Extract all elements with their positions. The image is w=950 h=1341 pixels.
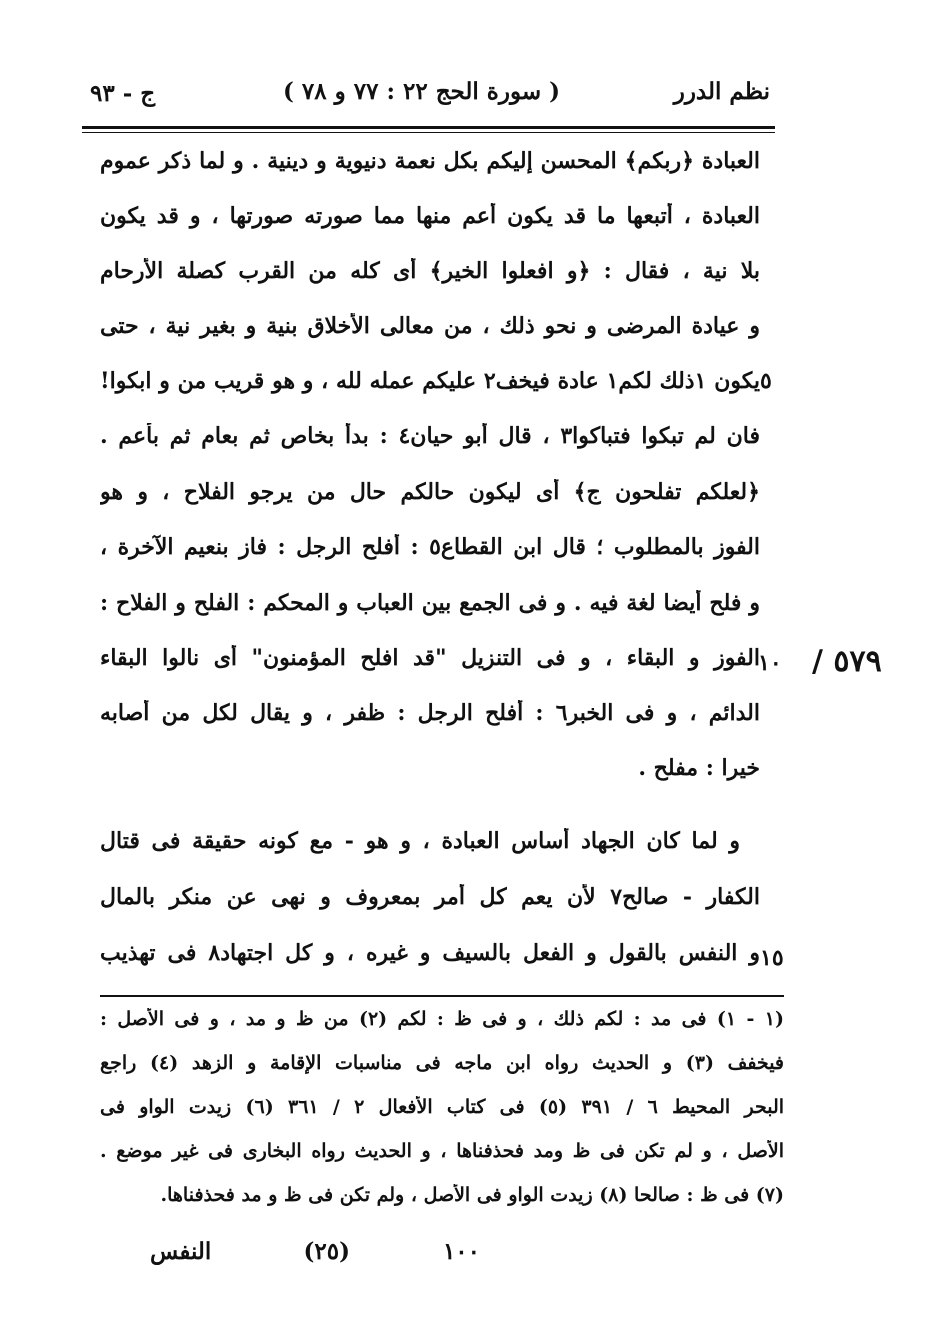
body-line: ﴿لعلكم تفلحون ج﴾ أى ليكون حالكم حال من يرجو الفلاح ، و هو <box>100 479 760 505</box>
body-line: الفوز و البقاء ، و فى التنزيل "قد افلح المؤمنون" أى نالوا البقاء <box>100 645 760 671</box>
body-line: و لما كان الجهاد أساس العبادة ، و هو - مع كونه حقيقة فى قتال <box>100 828 740 854</box>
volume-page: ج - ٩٣ <box>90 80 156 107</box>
body-line: الفوز بالمطلوب ؛ قال ابن القطاع٥ : أفلح الرجل : فاز بنعيم الآخرة ، <box>100 534 760 560</box>
signature-mark: (٢٥) <box>303 1238 350 1265</box>
page-number: ١٠٠ <box>442 1238 480 1265</box>
body-line: يكون ١ذلك لكم١ عادة فيخف٢ عليكم عمله لله ، و هو قريب من و ابكوا! <box>100 368 760 394</box>
header-rule-thick <box>82 126 775 129</box>
book-title: نظم الدرر <box>673 78 770 105</box>
line-number: ١٥ <box>760 945 784 971</box>
line-number: ١٠ <box>758 650 782 676</box>
line-number: ٥ <box>760 368 772 394</box>
body-line: العبادة ، أتبعها ما قد يكون أعم منها مما صورته صورتها ، و قد يكون <box>100 203 760 229</box>
running-header <box>80 78 780 118</box>
body-line: الدائم ، و فى الخبر٦ : أفلح الرجل : ظفر ، و يقال لكل من أصابه <box>100 700 760 726</box>
header-rule-thin <box>82 132 775 133</box>
body-line: بلا نية ، فقال : ﴿و افعلوا الخير﴾ أى كله من القرب كصلة الأرحام <box>100 258 760 284</box>
body-line: خيرا : مفلح . <box>638 755 760 781</box>
footnote-line: (١ - ١) فى مد : لكم ذلك ، و فى ظ : لكم (٢) من ظ و مد ، و فى الأصل : <box>100 1008 784 1030</box>
manuscript-folio-marker: ٥٧٩ / <box>812 644 882 679</box>
sura-reference: ( سورة الحج ٢٢ : ٧٧ و ٧٨ ) <box>283 78 560 105</box>
footnote-line: البحر المحيط ٦ / ٣٩١ (٥) فى كتاب الأفعال ٢ / ٣٦١ (٦) زيدت الواو فى <box>100 1096 784 1118</box>
footnote-line: الأصل ، و لم تكن فى ظ ومد فحذفناها ، و الحديث رواه البخارى فى غير موضع . <box>100 1140 784 1162</box>
footnote-line: (٧) فى ظ : صالحا (٨) زيدت الواو فى الأصل ، ولم تكن فى ظ و مد فحذفناها. <box>160 1184 784 1206</box>
body-line: فان لم تبكوا فتباكوا٣ ، قال أبو حيان٤ : بدأ بخاص ثم بعام ثم بأعم . <box>100 423 760 449</box>
footnote-line: فيخفف (٣) و الحديث رواه ابن ماجه فى مناسبات الإقامة و الزهد (٤) راجع <box>100 1052 784 1074</box>
body-line: و فلح أيضا لغة فيه . و فى الجمع بين العباب و المحكم : الفلح و الفلاح : <box>100 590 760 616</box>
body-line: الكفار - صالح٧ لأن يعم كل أمر بمعروف و نهى عن منكر بالمال <box>100 884 760 910</box>
catchword: النفس <box>150 1238 212 1265</box>
body-line: العبادة ﴿ربكم﴾ المحسن إليكم بكل نعمة دنيوية و دينية . و لما ذكر عموم <box>100 148 760 174</box>
footnote-rule <box>100 995 784 997</box>
page-footer <box>150 1238 750 1274</box>
body-line: و النفس بالقول و الفعل بالسيف و غيره ، و كل اجتهاد٨ فى تهذيب <box>100 940 760 966</box>
body-line: و عيادة المرضى و نحو ذلك ، من معالى الأخلاق بنية و بغير نية ، حتى <box>100 313 760 339</box>
